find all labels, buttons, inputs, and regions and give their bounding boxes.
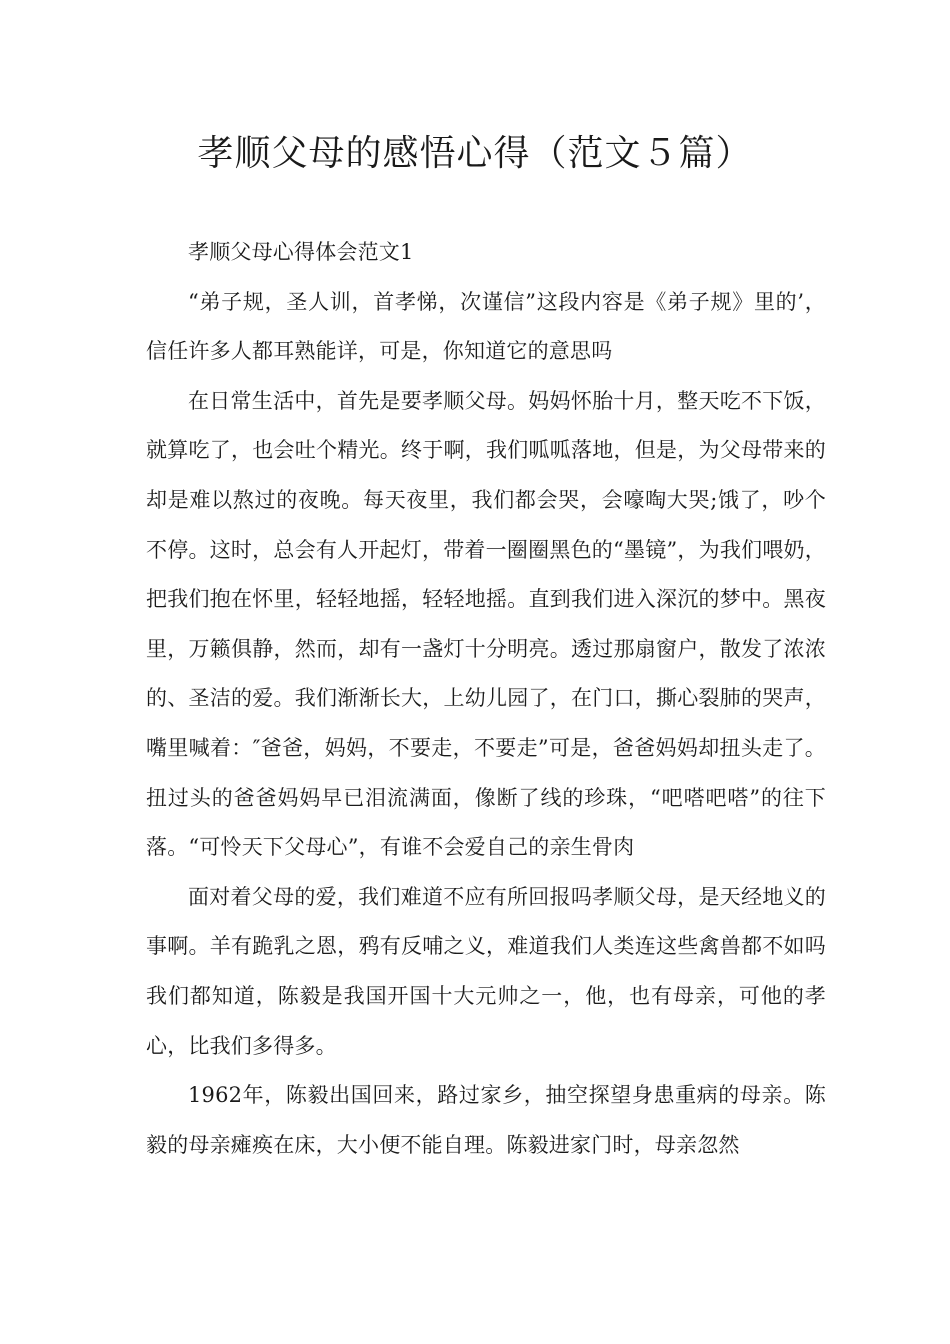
document-title: 孝顺父母的感悟心得（范文５篇） (197, 133, 753, 174)
paragraph: 面对着父母的爱，我们难道不应有所回报吗孝顺父母，是天经地义的事啊。羊有跪乳之恩，鸦有反哺之义，难道我们人类连这些禽兽都不如吗我们都知道，陈毅是我国开国十大元帅之一，他，也有母亲，可他的孝心，比我们多得多。 (146, 884, 826, 1058)
paragraph: “弟子规，圣人训，首孝悌，次谨信”这段内容是《弟子规》里的’，信任许多人都耳熟能详，可是，你知道它的意思吗 (146, 289, 826, 364)
document-body (146, 228, 826, 1170)
paragraph: 1962年，陈毅出国回来，路过家乡，抽空探望身患重病的母亲。陈毅的母亲瘫痪在床，大小便不能自理。陈毅进家门时，母亲忽然 (146, 1083, 826, 1157)
paragraph: 在日常生活中，首先是要孝顺父母。妈妈怀胎十月，整天吃不下饭，就算吃了，也会吐个精光。终于啊，我们呱呱落地，但是，为父母带来的却是难以熬过的夜晚。每天夜里，我们都会哭，会嚎啕大哭;饿了，吵个不停。这时，总会有人开起灯，带着一圈圈黑色的“墨镜”，为我们喂奶，把我们抱在怀里，轻轻地摇，轻轻地摇。直到我们进入深沉的梦中。黑夜里，万籁俱静，然而，却有一盏灯十分明亮。透过那扇窗户，散发了浓浓的、圣洁的爱。我们渐渐长大，上幼儿园了，在门口，撕心裂肺的哭声，嘴里喊着：″爸爸，妈妈，不要走，不要走”可是，爸爸妈妈却扭头走了。扭过头的爸爸妈妈早已泪流满面，像断了线的珍珠，“吧嗒吧嗒”的往下落。“可怜天下父母心”，有谁不会爱自己的亲生骨肉 (146, 388, 826, 860)
section-heading: 孝顺父母心得体会范文1 (188, 240, 414, 264)
